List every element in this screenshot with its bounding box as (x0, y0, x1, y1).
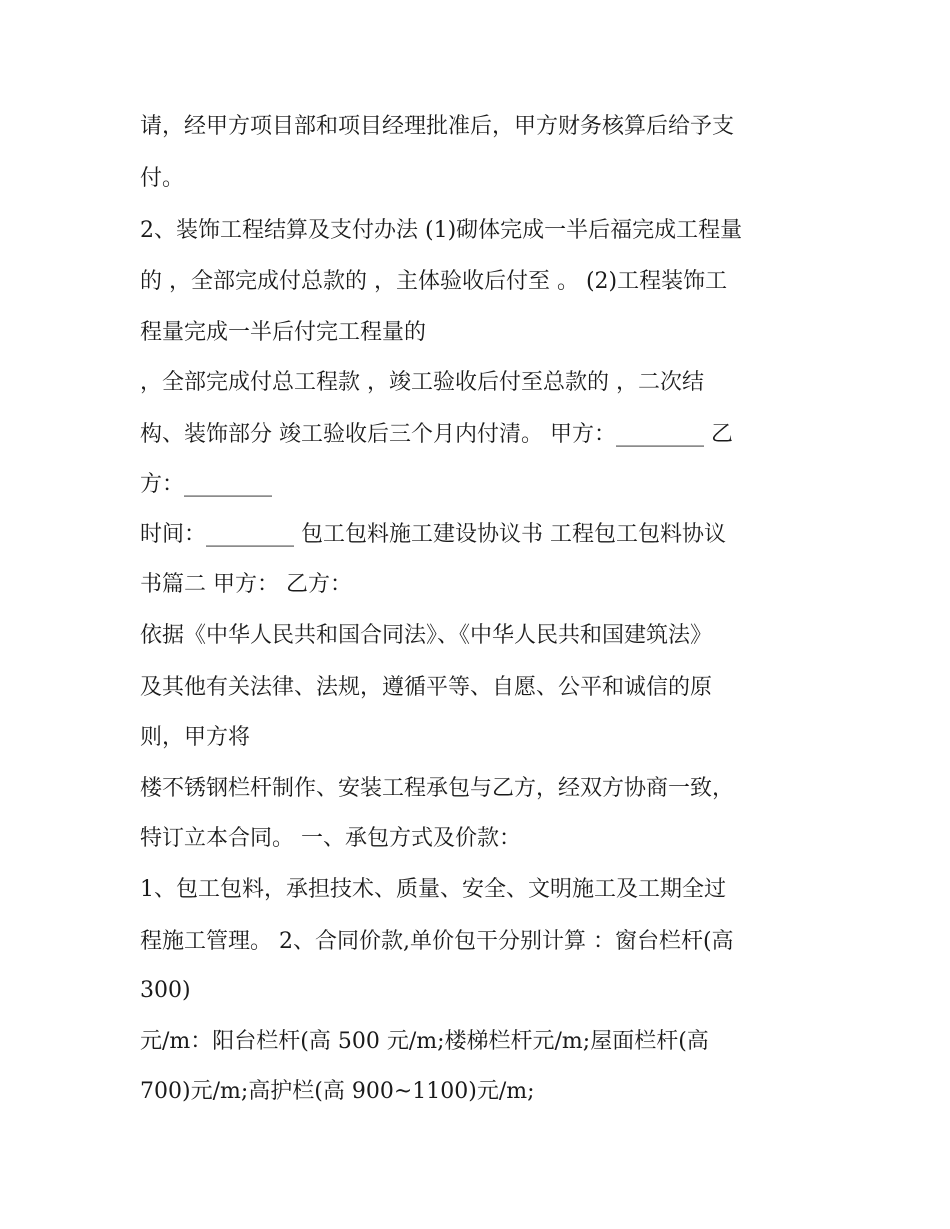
text-line: 特订立本合同。 一、承包方式及价款： (140, 826, 521, 851)
text-line: 方：________ (140, 472, 273, 497)
text-line: 楼不锈钢栏杆制作、安装工程承包与乙方，经双方协商一致， (140, 776, 735, 801)
text-line: 1、包工包料，承担技术、质量、安全、文明施工及工期全过 (140, 877, 726, 902)
text-line: 书篇二 甲方： 乙方： (140, 572, 352, 597)
text-line: 700)元/m;高护栏(高 900~1100)元/m; (140, 1079, 535, 1104)
text-line: 时间：________ 包工包料施工建设协议书 工程包工包料协议 (140, 522, 726, 547)
text-line: 2、装饰工程结算及支付办法 (1)砌体完成一半后福完成工程量 (140, 218, 743, 243)
text-line: 构、装饰部分 竣工验收后三个月内付清。 甲方：________ 乙 (140, 422, 733, 447)
text-line: 300) (140, 978, 191, 1003)
text-line: 请，经甲方项目部和项目经理批准后，甲方财务核算后给予支 (140, 114, 735, 139)
text-line: 的 ，全部完成付总款的 ，主体验收后付至 。 (2)工程装饰工 (140, 269, 728, 294)
text-line: 程量完成一半后付完工程量的 (140, 320, 427, 345)
text-line: 依据《中华人民共和国合同法》、《中华人民共和国建筑法》 (140, 623, 713, 648)
text-line: 元/m：阳台栏杆(高 500 元/m;楼梯栏杆元/m;屋面栏杆(高 (140, 1029, 709, 1054)
text-line: ，全部完成付总工程款 ，竣工验收后付至总款的 ，二次结 (140, 370, 704, 395)
text-line: 则，甲方将 (140, 725, 251, 750)
text-line: 程施工管理。 2、合同价款,单价包干分别计算 ：窗台栏杆(高 (140, 929, 734, 954)
text-line: 付。 (140, 166, 185, 191)
text-line: 及其他有关法律、法规，遵循平等、自愿、公平和诚信的原 (140, 675, 713, 700)
